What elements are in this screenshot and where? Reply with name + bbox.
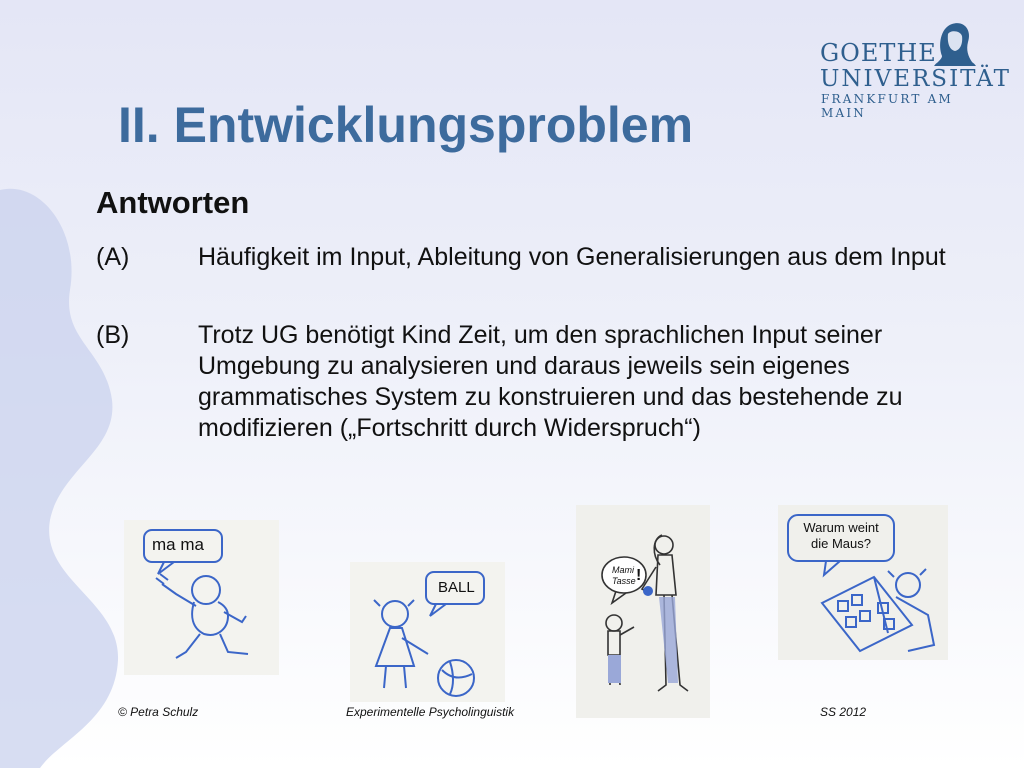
bubble-line-1: Mami [612, 565, 634, 575]
bubble-line-1: Warum weint [803, 520, 879, 535]
speech-bubble-text [790, 520, 892, 552]
illustration-child-adult [576, 505, 710, 718]
footer-term: SS 2012 [820, 705, 867, 719]
illustration-baby [124, 520, 279, 675]
illustration-girl-ball [350, 562, 505, 702]
footer-author: © Petra Schulz [118, 705, 199, 719]
girl-ball-drawing [350, 562, 505, 702]
section-subheading: Antworten [96, 185, 250, 220]
bubble-line-2: die Maus? [811, 536, 871, 551]
answer-label: (A) [96, 243, 130, 271]
answer-label: (B) [96, 321, 130, 349]
exclamation-mark: ! [636, 567, 642, 584]
logo-line-1: GOETHE [820, 39, 937, 67]
speech-bubble-text: BALL [438, 579, 475, 596]
page-title: II. Entwicklungsproblem [118, 97, 694, 153]
logo-line-3: FRANKFURT AM MAIN [821, 92, 953, 120]
footer-course: Experimentelle Psycholinguistik [346, 705, 515, 719]
speech-bubble-text [612, 565, 636, 587]
answer-text: Häufigkeit im Input, Ableitung von Generalisierungen aus dem Input [198, 243, 946, 271]
answer-text: Trotz UG benötigt Kind Zeit, um den sprachlichen Input seiner Umgebung zu analysieren und daraus jeweils sein eigenes grammatisches System zu konstruieren und das bestehende zu modifizieren („Fortschritt durch Widerspruch“) [198, 321, 903, 442]
child-adult-drawing [576, 505, 710, 718]
logo-line-2: UNIVERSITÄT [820, 66, 1011, 92]
speech-bubble-text: ma ma [152, 535, 204, 554]
bubble-line-2: Tasse [612, 576, 636, 586]
goethe-portrait-icon [928, 16, 980, 68]
university-logo [818, 16, 1011, 120]
illustration-girl-book [778, 505, 948, 660]
